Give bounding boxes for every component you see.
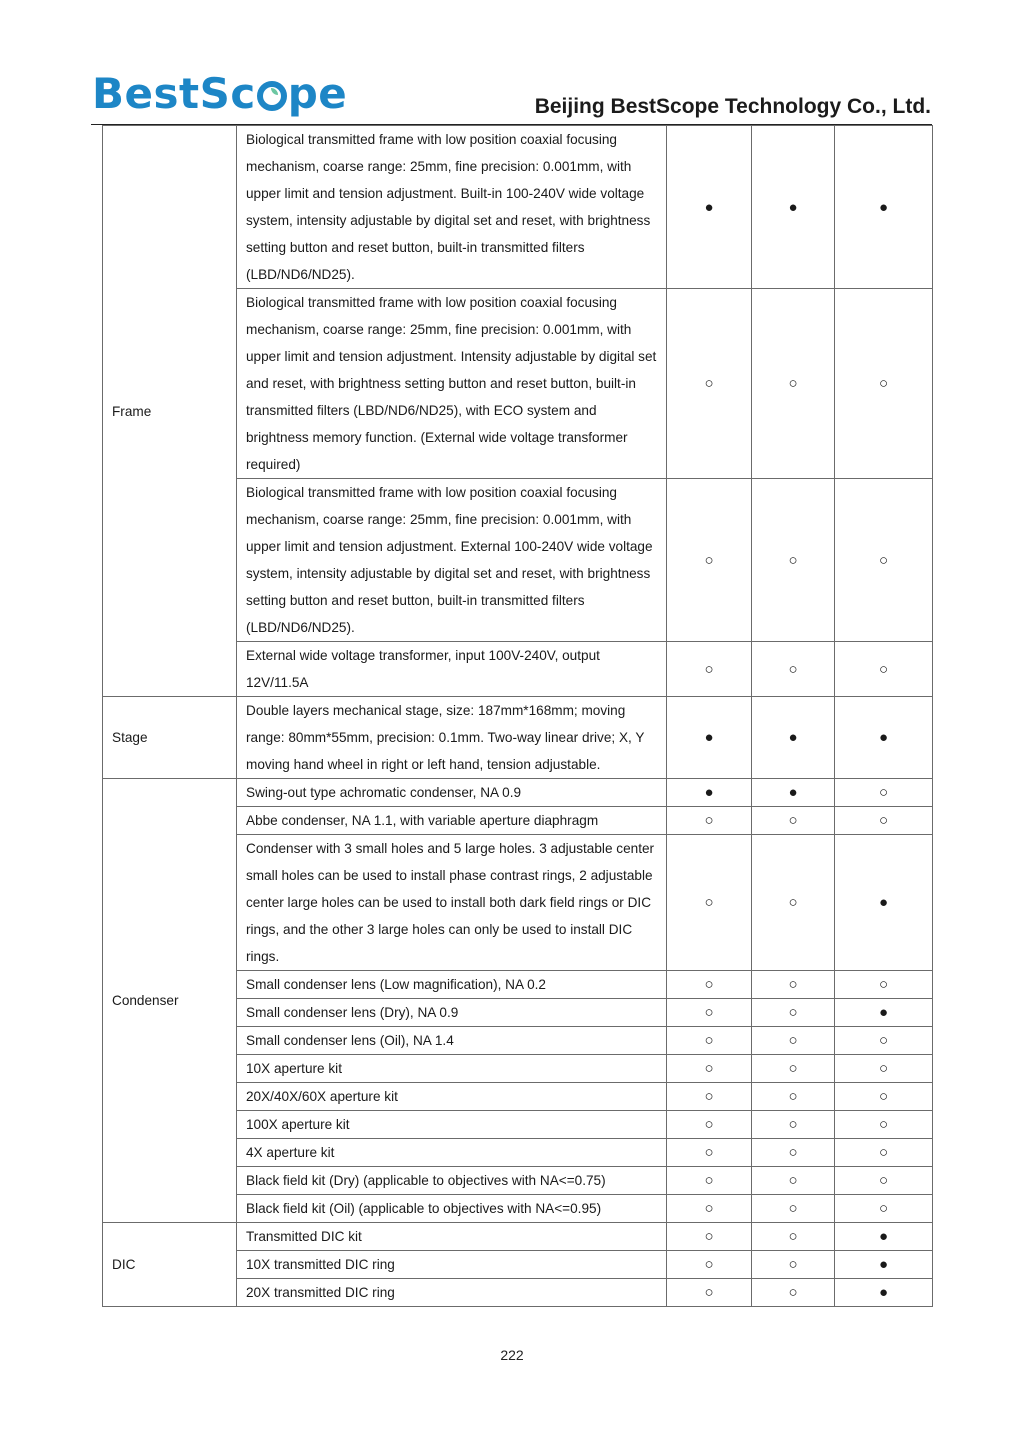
- mark-cell: ○: [667, 1139, 752, 1167]
- mark-cell: ○: [835, 289, 933, 479]
- description-cell: Small condenser lens (Oil), NA 1.4: [237, 1027, 667, 1055]
- mark-cell: ○: [752, 1167, 835, 1195]
- mark-cell: ○: [835, 971, 933, 999]
- description-cell: Small condenser lens (Low magnification), NA 0.2: [237, 971, 667, 999]
- description-cell: Biological transmitted frame with low position coaxial focusing mechanism, coarse range: 25mm, fine precision: 0.001mm, with upper limit and tension adjustment. Built-in 100-240V wide voltage system, intensity adjustable by digital set and reset, with brightness setting button and reset button, built-in transmitted filters (LBD/ND6/ND25).: [237, 126, 667, 289]
- description-cell: Condenser with 3 small holes and 5 large holes. 3 adjustable center small holes can be used to install phase contrast rings, 2 adjustable center large holes can be used to install both dark field rings or DIC rings, and the other 3 large holes can only be used to install DIC rings.: [237, 835, 667, 971]
- description-cell: Transmitted DIC kit: [237, 1223, 667, 1251]
- description-cell: 10X transmitted DIC ring: [237, 1251, 667, 1279]
- mark-cell: ○: [667, 971, 752, 999]
- description-cell: 10X aperture kit: [237, 1055, 667, 1083]
- description-cell: Biological transmitted frame with low position coaxial focusing mechanism, coarse range: 25mm, fine precision: 0.001mm, with upper limit and tension adjustment. External 100-240V wide voltage system, intensity adjustable by digital set and reset, with brightness setting button and reset button, built-in transmitted filters (LBD/ND6/ND25).: [237, 479, 667, 642]
- mark-cell: ○: [835, 479, 933, 642]
- mark-cell: ○: [667, 1111, 752, 1139]
- mark-cell: ●: [835, 835, 933, 971]
- description-cell: External wide voltage transformer, input 100V-240V, output 12V/11.5A: [237, 642, 667, 697]
- category-cell: Frame: [103, 126, 237, 697]
- mark-cell: ○: [752, 1251, 835, 1279]
- mark-cell: ○: [835, 1167, 933, 1195]
- category-cell: Stage: [103, 697, 237, 779]
- mark-cell: ●: [835, 999, 933, 1027]
- mark-cell: ○: [835, 642, 933, 697]
- brand-logo: [92, 70, 347, 118]
- mark-cell: ○: [835, 1111, 933, 1139]
- description-cell: 100X aperture kit: [237, 1111, 667, 1139]
- logo-o-icon: [257, 81, 287, 111]
- table-row: [103, 779, 933, 807]
- mark-cell: ●: [752, 697, 835, 779]
- description-cell: Biological transmitted frame with low position coaxial focusing mechanism, coarse range: 25mm, fine precision: 0.001mm, with upper limit and tension adjustment. Intensity adjustable by digital set and reset, with brightness setting button and reset button, built-in transmitted filters (LBD/ND6/ND25), with ECO system and brightness memory function. (External wide voltage transformer required): [237, 289, 667, 479]
- mark-cell: ○: [667, 807, 752, 835]
- mark-cell: ○: [752, 642, 835, 697]
- mark-cell: ○: [667, 1251, 752, 1279]
- category-cell: DIC: [103, 1223, 237, 1307]
- logo-wordmark: BestSc pe: [92, 69, 348, 118]
- mark-cell: ○: [667, 999, 752, 1027]
- mark-cell: ○: [835, 1055, 933, 1083]
- company-name: Beijing BestScope Technology Co., Ltd.: [534, 95, 931, 118]
- mark-cell: ●: [835, 126, 933, 289]
- description-cell: Swing-out type achromatic condenser, NA 0.9: [237, 779, 667, 807]
- mark-cell: ○: [835, 1027, 933, 1055]
- spec-table: [102, 125, 933, 1307]
- mark-cell: ○: [752, 289, 835, 479]
- mark-cell: ○: [752, 1139, 835, 1167]
- mark-cell: ○: [667, 289, 752, 479]
- mark-cell: ○: [667, 1055, 752, 1083]
- mark-cell: ●: [835, 1279, 933, 1307]
- mark-cell: ○: [835, 1083, 933, 1111]
- mark-cell: ○: [752, 999, 835, 1027]
- description-cell: 20X/40X/60X aperture kit: [237, 1083, 667, 1111]
- mark-cell: ○: [835, 807, 933, 835]
- description-cell: 4X aperture kit: [237, 1139, 667, 1167]
- mark-cell: ○: [752, 1279, 835, 1307]
- mark-cell: ○: [667, 642, 752, 697]
- table-row: [103, 1223, 933, 1251]
- description-cell: Small condenser lens (Dry), NA 0.9: [237, 999, 667, 1027]
- description-cell: Black field kit (Oil) (applicable to objectives with NA<=0.95): [237, 1195, 667, 1223]
- mark-cell: ○: [667, 479, 752, 642]
- mark-cell: ○: [752, 1223, 835, 1251]
- mark-cell: ○: [835, 1139, 933, 1167]
- mark-cell: ●: [667, 779, 752, 807]
- mark-cell: ●: [752, 126, 835, 289]
- mark-cell: ●: [835, 1223, 933, 1251]
- mark-cell: ○: [835, 1195, 933, 1223]
- mark-cell: ○: [667, 1223, 752, 1251]
- mark-cell: ○: [667, 1027, 752, 1055]
- mark-cell: ●: [835, 1251, 933, 1279]
- mark-cell: ○: [752, 1055, 835, 1083]
- mark-cell: ○: [752, 479, 835, 642]
- description-cell: Abbe condenser, NA 1.1, with variable aperture diaphragm: [237, 807, 667, 835]
- page-number: 222: [500, 1347, 524, 1363]
- description-cell: 20X transmitted DIC ring: [237, 1279, 667, 1307]
- table-row: [103, 126, 933, 289]
- table-row: [103, 697, 933, 779]
- mark-cell: ●: [752, 779, 835, 807]
- description-cell: Black field kit (Dry) (applicable to objectives with NA<=0.75): [237, 1167, 667, 1195]
- mark-cell: ○: [752, 971, 835, 999]
- mark-cell: ○: [667, 1279, 752, 1307]
- mark-cell: ○: [752, 1195, 835, 1223]
- mark-cell: ●: [667, 126, 752, 289]
- mark-cell: ○: [752, 835, 835, 971]
- mark-cell: ○: [667, 1083, 752, 1111]
- mark-cell: ○: [752, 1111, 835, 1139]
- mark-cell: ○: [752, 1083, 835, 1111]
- mark-cell: ○: [835, 779, 933, 807]
- mark-cell: ○: [667, 1167, 752, 1195]
- mark-cell: ●: [835, 697, 933, 779]
- mark-cell: ○: [667, 1195, 752, 1223]
- mark-cell: ○: [752, 807, 835, 835]
- description-cell: Double layers mechanical stage, size: 187mm*168mm; moving range: 80mm*55mm, precision: 0.1mm. Two-way linear drive; X, Y moving hand wheel in right or left hand, tension adjustable.: [237, 697, 667, 779]
- mark-cell: ○: [752, 1027, 835, 1055]
- mark-cell: ○: [667, 835, 752, 971]
- category-cell: Condenser: [103, 779, 237, 1223]
- mark-cell: ●: [667, 697, 752, 779]
